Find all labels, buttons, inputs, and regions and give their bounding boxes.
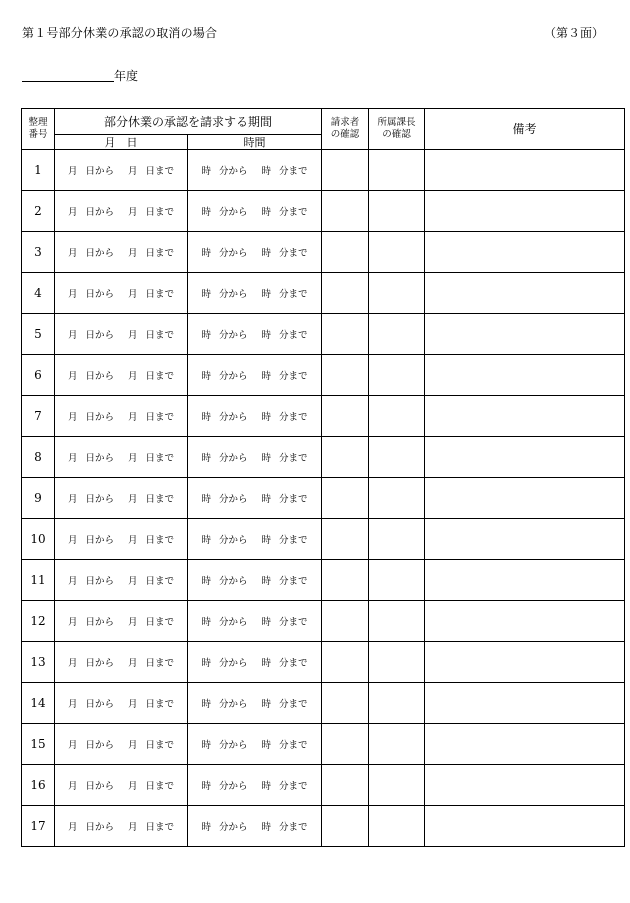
time-range-cell-text: 分から <box>218 371 248 382</box>
date-range-cell-text: 日から <box>85 207 114 218</box>
remarks-cell[interactable] <box>425 765 625 806</box>
chief-confirm-cell[interactable] <box>369 232 425 273</box>
date-range-cell[interactable] <box>55 519 188 560</box>
date-range-cell-text: 日から <box>85 658 114 669</box>
time-range-cell-text: 時 <box>201 289 211 300</box>
time-range-cell-text: 時 <box>201 822 211 833</box>
date-range-cell-text: 日まで <box>145 617 175 628</box>
time-range-cell-text: 分まで <box>279 248 308 259</box>
time-range-cell-text: 分から <box>218 412 248 423</box>
time-range-cell-text: 時 <box>261 617 272 628</box>
requester-confirm-cell[interactable] <box>322 191 369 232</box>
row-number: 15 <box>22 724 55 765</box>
requester-confirm-cell[interactable] <box>322 396 369 437</box>
date-range-cell-text: 日まで <box>145 453 175 464</box>
row-number: 16 <box>22 765 55 806</box>
requester-confirm-cell[interactable] <box>322 683 369 724</box>
remarks-cell[interactable] <box>425 150 625 191</box>
header-remarks: 備考 <box>425 109 625 150</box>
requester-confirm-cell[interactable] <box>322 232 369 273</box>
time-range-cell[interactable] <box>188 437 322 478</box>
chief-confirm-cell[interactable] <box>369 765 425 806</box>
remarks-cell[interactable] <box>425 806 625 847</box>
date-range-cell-text: 日から <box>85 248 114 259</box>
requester-confirm-cell[interactable] <box>322 355 369 396</box>
date-range-cell-text: 月 <box>67 781 78 792</box>
requester-confirm-cell[interactable] <box>322 314 369 355</box>
header-number <box>22 109 55 150</box>
time-range-cell[interactable] <box>188 191 322 232</box>
time-range-cell-text: 時 <box>201 166 211 177</box>
remarks-cell[interactable] <box>425 519 625 560</box>
date-range-cell-text: 月 <box>128 207 138 218</box>
time-range-cell-text: 時 <box>261 207 272 218</box>
date-range-cell-text: 日まで <box>145 658 175 669</box>
requester-confirm-cell[interactable] <box>322 519 369 560</box>
time-range-cell-text: 分まで <box>279 699 308 710</box>
date-range-cell-text: 日まで <box>145 330 175 341</box>
date-range-cell-text: 日から <box>85 781 114 792</box>
date-range-cell-text: 日まで <box>145 576 175 587</box>
time-range-cell[interactable] <box>188 519 322 560</box>
time-range-cell-text: 時 <box>201 330 211 341</box>
time-range-cell-text: 分から <box>218 781 248 792</box>
time-range-cell-text: 分から <box>218 658 248 669</box>
time-range-cell-text: 時 <box>201 453 211 464</box>
chief-confirm-cell[interactable] <box>369 724 425 765</box>
row-number: 7 <box>22 396 55 437</box>
date-range-cell-text: 日から <box>85 289 114 300</box>
time-range-cell-text: 時 <box>261 576 272 587</box>
row-number: 1 <box>22 150 55 191</box>
date-range-cell-text: 月 <box>128 166 138 177</box>
time-range-cell-text: 時 <box>261 248 272 259</box>
requester-confirm-cell[interactable] <box>322 765 369 806</box>
time-range-cell-text: 分から <box>218 166 248 177</box>
time-range-cell-text: 分から <box>218 330 248 341</box>
date-range-cell-text: 日から <box>85 371 114 382</box>
row-number: 17 <box>22 806 55 847</box>
remarks-cell[interactable] <box>425 273 625 314</box>
remarks-cell[interactable] <box>425 437 625 478</box>
date-range-cell-text: 日まで <box>145 412 175 423</box>
date-range-cell-text: 日から <box>85 822 114 833</box>
time-range-cell[interactable] <box>188 478 322 519</box>
time-range-cell-text: 分から <box>218 289 248 300</box>
time-range-cell-text: 時 <box>261 699 272 710</box>
date-range-cell-text: 日まで <box>145 248 175 259</box>
date-range-cell-text: 日まで <box>145 699 175 710</box>
date-range-cell[interactable] <box>55 601 188 642</box>
requester-confirm-cell[interactable] <box>322 150 369 191</box>
row-number: 12 <box>22 601 55 642</box>
time-range-cell-text: 時 <box>201 494 211 505</box>
remarks-cell[interactable] <box>425 478 625 519</box>
date-range-cell-text: 月 <box>128 248 138 259</box>
time-range-cell-text: 分から <box>218 207 248 218</box>
date-range-cell-text: 月 <box>128 412 138 423</box>
date-range-cell[interactable] <box>55 683 188 724</box>
time-range-cell-text: 時 <box>201 371 211 382</box>
date-range-cell-text: 日まで <box>145 740 175 751</box>
date-range-cell-text: 月 <box>67 289 78 300</box>
date-range-cell-text: 月 <box>128 453 138 464</box>
requester-confirm-cell[interactable] <box>322 806 369 847</box>
date-range-cell-text: 月 <box>128 330 138 341</box>
date-range-cell-text: 月 <box>128 740 138 751</box>
date-range-cell-text: 月 <box>67 494 78 505</box>
row-number: 6 <box>22 355 55 396</box>
time-range-cell-text: 分まで <box>279 166 308 177</box>
time-range-cell-text: 時 <box>261 453 272 464</box>
remarks-cell[interactable] <box>425 232 625 273</box>
table-row <box>22 560 625 601</box>
remarks-cell[interactable] <box>425 314 625 355</box>
row-number: 11 <box>22 560 55 601</box>
date-range-cell-text: 月 <box>128 576 138 587</box>
date-range-cell-text: 月 <box>67 330 78 341</box>
time-range-cell-text: 分まで <box>279 617 308 628</box>
date-range-cell-text: 日から <box>85 330 114 341</box>
time-range-cell-text: 分まで <box>279 494 308 505</box>
time-range-cell-text: 時 <box>201 740 211 751</box>
time-range-cell-text: 時 <box>261 781 272 792</box>
chief-confirm-cell[interactable] <box>369 601 425 642</box>
date-range-cell-text: 月 <box>128 494 138 505</box>
time-range-cell[interactable] <box>188 355 322 396</box>
date-range-cell-text: 日から <box>85 535 114 546</box>
time-range-cell-text: 時 <box>261 740 272 751</box>
time-range-cell-text: 分まで <box>279 822 308 833</box>
row-number: 13 <box>22 642 55 683</box>
table-row <box>22 355 625 396</box>
remarks-cell[interactable] <box>425 355 625 396</box>
table-row <box>22 150 625 191</box>
row-number: 9 <box>22 478 55 519</box>
date-range-cell-text: 日から <box>85 166 114 177</box>
time-range-cell-text: 時 <box>201 412 211 423</box>
date-range-cell-text: 日から <box>85 740 114 751</box>
time-range-cell[interactable] <box>188 314 322 355</box>
date-range-cell-text: 月 <box>67 207 78 218</box>
time-range-cell-text: 時 <box>261 535 272 546</box>
time-range-cell-text: 時 <box>261 330 272 341</box>
table-row <box>22 396 625 437</box>
date-range-cell-text: 月 <box>128 617 138 628</box>
table-row <box>22 314 625 355</box>
time-range-cell-text: 時 <box>261 412 272 423</box>
table-row <box>22 437 625 478</box>
date-range-cell[interactable] <box>55 724 188 765</box>
time-range-cell-text: 時 <box>201 207 211 218</box>
date-range-cell-text: 月 <box>128 658 138 669</box>
time-range-cell[interactable] <box>188 724 322 765</box>
date-range-cell-text: 日まで <box>145 535 175 546</box>
header-number-line2: 番号 <box>28 129 48 140</box>
requester-confirm-cell[interactable] <box>322 478 369 519</box>
remarks-cell[interactable] <box>425 396 625 437</box>
date-range-cell-text: 日まで <box>145 781 175 792</box>
date-range-cell[interactable] <box>55 273 188 314</box>
remarks-cell[interactable] <box>425 642 625 683</box>
time-range-cell-text: 分まで <box>279 453 308 464</box>
chief-confirm-cell[interactable] <box>369 273 425 314</box>
date-range-cell-text: 月 <box>67 453 78 464</box>
time-range-cell-text: 分から <box>218 576 248 587</box>
requester-confirm-cell[interactable] <box>322 560 369 601</box>
date-range-cell-text: 月 <box>67 658 78 669</box>
date-range-cell[interactable] <box>55 765 188 806</box>
time-range-cell-text: 時 <box>261 494 272 505</box>
date-range-cell-text: 日から <box>85 494 114 505</box>
remarks-cell[interactable] <box>425 724 625 765</box>
header-requester-line1: 請求者 <box>330 117 360 128</box>
date-range-cell-text: 月 <box>67 576 78 587</box>
time-range-cell-text: 分から <box>218 453 248 464</box>
requester-confirm-cell[interactable] <box>322 437 369 478</box>
date-range-cell-text: 月 <box>67 412 78 423</box>
row-number: 4 <box>22 273 55 314</box>
time-range-cell[interactable] <box>188 683 322 724</box>
header-chief-confirm <box>369 109 425 150</box>
requester-confirm-cell[interactable] <box>322 601 369 642</box>
time-range-cell-text: 分から <box>218 699 248 710</box>
chief-confirm-cell[interactable] <box>369 314 425 355</box>
date-range-cell[interactable] <box>55 314 188 355</box>
date-range-cell-text: 日から <box>85 412 114 423</box>
date-range-cell-text: 日から <box>85 576 114 587</box>
fiscal-year-blank-line[interactable] <box>22 67 114 82</box>
table-row <box>22 806 625 847</box>
time-range-cell[interactable] <box>188 601 322 642</box>
requester-confirm-cell[interactable] <box>322 273 369 314</box>
chief-confirm-cell[interactable] <box>369 560 425 601</box>
row-number: 10 <box>22 519 55 560</box>
row-number: 3 <box>22 232 55 273</box>
chief-confirm-cell[interactable] <box>369 437 425 478</box>
header-chief-line1: 所属課長 <box>377 117 416 128</box>
table-row <box>22 519 625 560</box>
date-range-cell-text: 月 <box>128 781 138 792</box>
time-range-cell-text: 時 <box>201 535 211 546</box>
time-range-cell[interactable] <box>188 396 322 437</box>
partial-leave-cancellation-table <box>21 108 625 847</box>
time-range-cell[interactable] <box>188 560 322 601</box>
table-body <box>22 150 625 847</box>
time-range-cell-text: 時 <box>201 617 211 628</box>
chief-confirm-cell[interactable] <box>369 519 425 560</box>
requester-confirm-cell[interactable] <box>322 642 369 683</box>
header-requester-confirm <box>322 109 369 150</box>
remarks-cell[interactable] <box>425 683 625 724</box>
requester-confirm-cell[interactable] <box>322 724 369 765</box>
table-row <box>22 232 625 273</box>
time-range-cell-text: 分まで <box>279 740 308 751</box>
time-range-cell-text: 時 <box>201 576 211 587</box>
date-range-cell[interactable] <box>55 642 188 683</box>
time-range-cell-text: 分まで <box>279 371 308 382</box>
time-range-cell[interactable] <box>188 150 322 191</box>
header-period: 部分休業の承認を請求する期間 <box>55 109 322 135</box>
time-range-cell-text: 分から <box>218 248 248 259</box>
time-range-cell-text: 分まで <box>279 207 308 218</box>
header-month-day: 月 日 <box>55 135 188 150</box>
chief-confirm-cell[interactable] <box>369 396 425 437</box>
chief-confirm-cell[interactable] <box>369 191 425 232</box>
date-range-cell-text: 月 <box>67 166 78 177</box>
date-range-cell-text: 日まで <box>145 822 175 833</box>
header-time: 時間 <box>188 135 322 150</box>
chief-confirm-cell[interactable] <box>369 355 425 396</box>
header-number-line1: 整理 <box>28 117 48 128</box>
time-range-cell-text: 分から <box>218 494 248 505</box>
date-range-cell-text: 月 <box>67 535 78 546</box>
date-range-cell[interactable] <box>55 560 188 601</box>
date-range-cell-text: 日まで <box>145 371 175 382</box>
date-range-cell[interactable] <box>55 396 188 437</box>
row-number: 14 <box>22 683 55 724</box>
time-range-cell-text: 分まで <box>279 658 308 669</box>
time-range-cell-text: 分まで <box>279 535 308 546</box>
time-range-cell-text: 時 <box>261 658 272 669</box>
remarks-cell[interactable] <box>425 191 625 232</box>
date-range-cell-text: 月 <box>128 699 138 710</box>
row-number: 8 <box>22 437 55 478</box>
row-number: 2 <box>22 191 55 232</box>
table-row <box>22 478 625 519</box>
time-range-cell-text: 時 <box>201 781 211 792</box>
chief-confirm-cell[interactable] <box>369 642 425 683</box>
chief-confirm-cell[interactable] <box>369 478 425 519</box>
page-label: （第３面） <box>543 26 604 40</box>
time-range-cell-text: 時 <box>201 699 211 710</box>
date-range-cell-text: 月 <box>128 535 138 546</box>
time-range-cell[interactable] <box>188 232 322 273</box>
date-range-cell-text: 日から <box>85 617 114 628</box>
date-range-cell-text: 月 <box>128 371 138 382</box>
time-range-cell-text: 分まで <box>279 781 308 792</box>
time-range-cell-text: 分まで <box>279 330 308 341</box>
time-range-cell-text: 分まで <box>279 412 308 423</box>
time-range-cell-text: 時 <box>261 166 272 177</box>
fiscal-year-field <box>22 66 139 82</box>
date-range-cell-text: 日から <box>85 699 114 710</box>
date-range-cell-text: 月 <box>67 617 78 628</box>
time-range-cell-text: 時 <box>261 289 272 300</box>
time-range-cell-text: 分まで <box>279 289 308 300</box>
time-range-cell-text: 分から <box>218 617 248 628</box>
table-row <box>22 683 625 724</box>
table-row <box>22 724 625 765</box>
date-range-cell-text: 月 <box>67 699 78 710</box>
date-range-cell-text: 月 <box>67 740 78 751</box>
time-range-cell[interactable] <box>188 642 322 683</box>
time-range-cell-text: 分から <box>218 740 248 751</box>
time-range-cell-text: 時 <box>261 822 272 833</box>
date-range-cell-text: 月 <box>67 822 78 833</box>
remarks-cell[interactable] <box>425 560 625 601</box>
date-range-cell-text: 月 <box>128 822 138 833</box>
time-range-cell[interactable] <box>188 765 322 806</box>
chief-confirm-cell[interactable] <box>369 150 425 191</box>
time-range-cell-text: 分まで <box>279 576 308 587</box>
date-range-cell[interactable] <box>55 150 188 191</box>
header-chief-line2: の確認 <box>382 129 411 140</box>
date-range-cell-text: 日まで <box>145 207 175 218</box>
date-range-cell-text: 日まで <box>145 494 175 505</box>
table-row <box>22 273 625 314</box>
date-range-cell-text: 日まで <box>145 166 175 177</box>
time-range-cell-text: 分から <box>218 822 248 833</box>
chief-confirm-cell[interactable] <box>369 683 425 724</box>
fiscal-year-label: 年度 <box>114 69 139 83</box>
time-range-cell-text: 時 <box>201 658 211 669</box>
time-range-cell-text: 分から <box>218 535 248 546</box>
date-range-cell[interactable] <box>55 437 188 478</box>
table-row <box>22 601 625 642</box>
date-range-cell[interactable] <box>55 191 188 232</box>
date-range-cell-text: 月 <box>128 289 138 300</box>
form-title: 第１号部分休業の承認の取消の場合 <box>22 26 218 40</box>
time-range-cell[interactable] <box>188 273 322 314</box>
date-range-cell-text: 日から <box>85 453 114 464</box>
date-range-cell[interactable] <box>55 806 188 847</box>
date-range-cell-text: 月 <box>67 371 78 382</box>
time-range-cell-text: 時 <box>201 248 211 259</box>
table-row <box>22 642 625 683</box>
table-row <box>22 191 625 232</box>
date-range-cell[interactable] <box>55 355 188 396</box>
time-range-cell[interactable] <box>188 806 322 847</box>
date-range-cell-text: 月 <box>67 248 78 259</box>
row-number: 5 <box>22 314 55 355</box>
chief-confirm-cell[interactable] <box>369 806 425 847</box>
date-range-cell[interactable] <box>55 478 188 519</box>
remarks-cell[interactable] <box>425 601 625 642</box>
table-row <box>22 765 625 806</box>
date-range-cell-text: 日まで <box>145 289 175 300</box>
time-range-cell-text: 時 <box>261 371 272 382</box>
header-requester-line2: の確認 <box>330 129 360 140</box>
date-range-cell[interactable] <box>55 232 188 273</box>
